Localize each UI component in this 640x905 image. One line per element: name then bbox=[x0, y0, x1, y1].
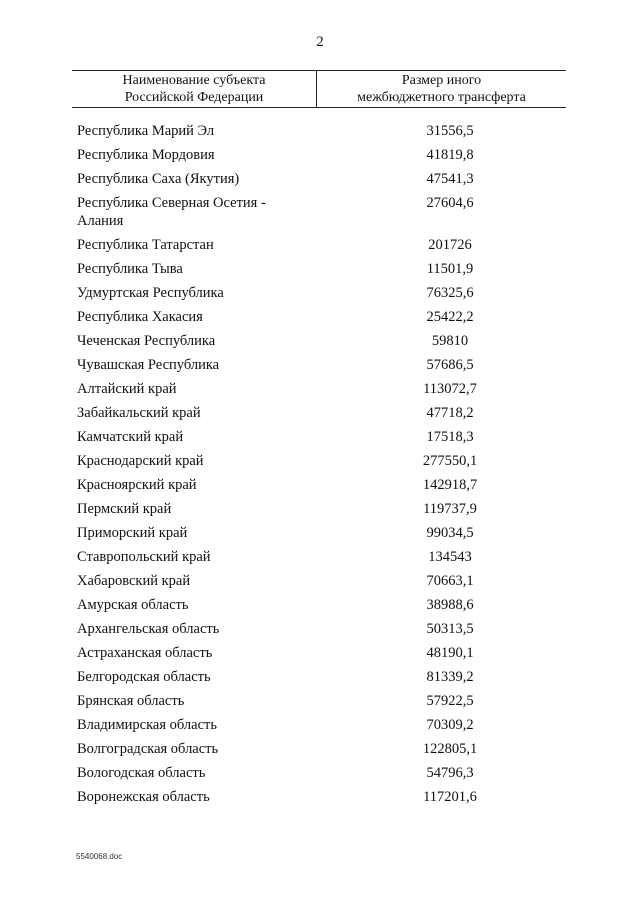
header-transfer-amount bbox=[317, 72, 566, 106]
region-name: Республика Хакасия bbox=[77, 309, 203, 326]
table-row bbox=[77, 146, 567, 164]
region-name: Республика Саха (Якутия) bbox=[77, 170, 240, 187]
region-name: Республика Мордовия bbox=[77, 146, 215, 163]
table-row bbox=[77, 194, 567, 231]
table-row bbox=[77, 122, 567, 140]
region-name: Республика Татарстан bbox=[77, 237, 214, 254]
table-row bbox=[77, 764, 567, 782]
table-row bbox=[77, 308, 567, 326]
region-name: Брянская область bbox=[77, 692, 185, 709]
transfer-amount: 113072,7 bbox=[423, 381, 477, 398]
table-row bbox=[77, 356, 567, 374]
transfer-amount: 277550,1 bbox=[422, 453, 478, 470]
region-name: Ставропольский край bbox=[77, 549, 211, 566]
table-row bbox=[77, 644, 567, 662]
region-name: Чувашская Республика bbox=[77, 357, 220, 374]
region-name: Астраханская область bbox=[77, 644, 213, 661]
table-row bbox=[77, 404, 567, 422]
table-row bbox=[77, 620, 567, 638]
region-name: Приморский край bbox=[77, 525, 188, 542]
table-row bbox=[77, 332, 567, 350]
region-name bbox=[77, 194, 387, 231]
region-name: Волгоградская область bbox=[77, 740, 219, 757]
transfer-amount: 76325,6 bbox=[426, 285, 474, 302]
transfer-amount: 25422,2 bbox=[426, 309, 474, 326]
region-name-line1: Республика Северная Осетия - bbox=[77, 194, 266, 211]
region-name: Удмуртская Республика bbox=[77, 285, 224, 302]
transfer-amount: 47541,3 bbox=[426, 170, 474, 187]
transfer-amount: 31556,5 bbox=[426, 123, 474, 139]
table-row bbox=[77, 452, 567, 470]
table-row bbox=[77, 596, 567, 614]
table-row bbox=[77, 716, 567, 734]
table-row bbox=[77, 500, 567, 518]
region-name-line2: Алания bbox=[77, 213, 124, 230]
transfer-amount: 47718,2 bbox=[426, 405, 474, 422]
transfer-amount: 59810 bbox=[431, 333, 469, 350]
table-row bbox=[77, 692, 567, 710]
transfer-amount: 70663,1 bbox=[426, 573, 474, 590]
table-row bbox=[77, 740, 567, 758]
region-name: Забайкальский край bbox=[77, 405, 201, 422]
header-region-line2: Российской Федерации bbox=[124, 90, 264, 105]
table-row bbox=[77, 428, 567, 446]
transfer-amount: 17518,3 bbox=[426, 429, 474, 446]
region-name: Амурская область bbox=[77, 597, 189, 613]
transfer-amount: 134543 bbox=[428, 549, 472, 566]
region-name: Республика Тыва bbox=[77, 261, 183, 278]
region-name: Хабаровский край bbox=[77, 573, 191, 590]
document-id: 5540068.doc bbox=[76, 852, 123, 861]
header-amount-line2: межбюджетного трансферта bbox=[357, 90, 526, 105]
region-name: Алтайский край bbox=[77, 381, 177, 398]
transfer-amount: 122805,1 bbox=[422, 740, 478, 757]
table-row bbox=[77, 476, 567, 494]
region-name: Красноярский край bbox=[77, 477, 197, 494]
header-region-name bbox=[72, 72, 316, 106]
transfer-amount: 70309,2 bbox=[426, 716, 474, 733]
table-row bbox=[77, 380, 567, 398]
transfer-amount: 142918,7 bbox=[422, 477, 478, 494]
table-row bbox=[77, 170, 567, 188]
transfer-amount: 201726 bbox=[428, 237, 472, 254]
table-row bbox=[77, 788, 567, 806]
table-header bbox=[72, 70, 566, 108]
transfer-amount: 57686,5 bbox=[426, 357, 474, 374]
table-row bbox=[77, 260, 567, 278]
region-name: Вологодская область bbox=[77, 764, 206, 781]
transfer-amount: 119737,9 bbox=[423, 501, 477, 518]
transfer-amount: 27604,6 bbox=[426, 194, 474, 211]
table-row bbox=[77, 284, 567, 302]
region-name: Белгородская область bbox=[77, 668, 211, 685]
region-name: Чеченская Республика bbox=[77, 333, 216, 350]
transfer-amount: 117201,6 bbox=[423, 788, 477, 805]
table-row bbox=[77, 236, 567, 254]
transfer-amount: 11501,9 bbox=[426, 261, 474, 278]
transfer-amount: 81339,2 bbox=[426, 668, 474, 685]
transfer-amount: 41819,8 bbox=[426, 146, 474, 163]
region-name: Владимирская область bbox=[77, 716, 217, 733]
table-body bbox=[77, 122, 567, 812]
transfer-amount: 48190,1 bbox=[426, 644, 474, 661]
region-name: Пермский край bbox=[77, 501, 172, 518]
transfer-amount: 38988,6 bbox=[426, 597, 474, 613]
header-region-line1: Наименование субъекта bbox=[122, 73, 266, 88]
table-row bbox=[77, 524, 567, 542]
table-row bbox=[77, 548, 567, 566]
table-row bbox=[77, 572, 567, 590]
region-name: Архангельская область bbox=[77, 620, 220, 637]
transfer-amount: 99034,5 bbox=[426, 525, 474, 542]
region-name: Воронежская область bbox=[77, 788, 210, 805]
table-row bbox=[77, 668, 567, 686]
region-name: Республика Марий Эл bbox=[77, 123, 215, 139]
transfer-amount: 54796,3 bbox=[426, 764, 474, 781]
header-amount-line1: Размер иного bbox=[401, 73, 482, 88]
transfer-amount: 57922,5 bbox=[426, 692, 474, 709]
region-name: Камчатский край bbox=[77, 429, 184, 446]
page-number: 2 bbox=[316, 34, 324, 50]
transfer-amount: 50313,5 bbox=[426, 620, 474, 637]
region-name: Краснодарский край bbox=[77, 453, 204, 470]
